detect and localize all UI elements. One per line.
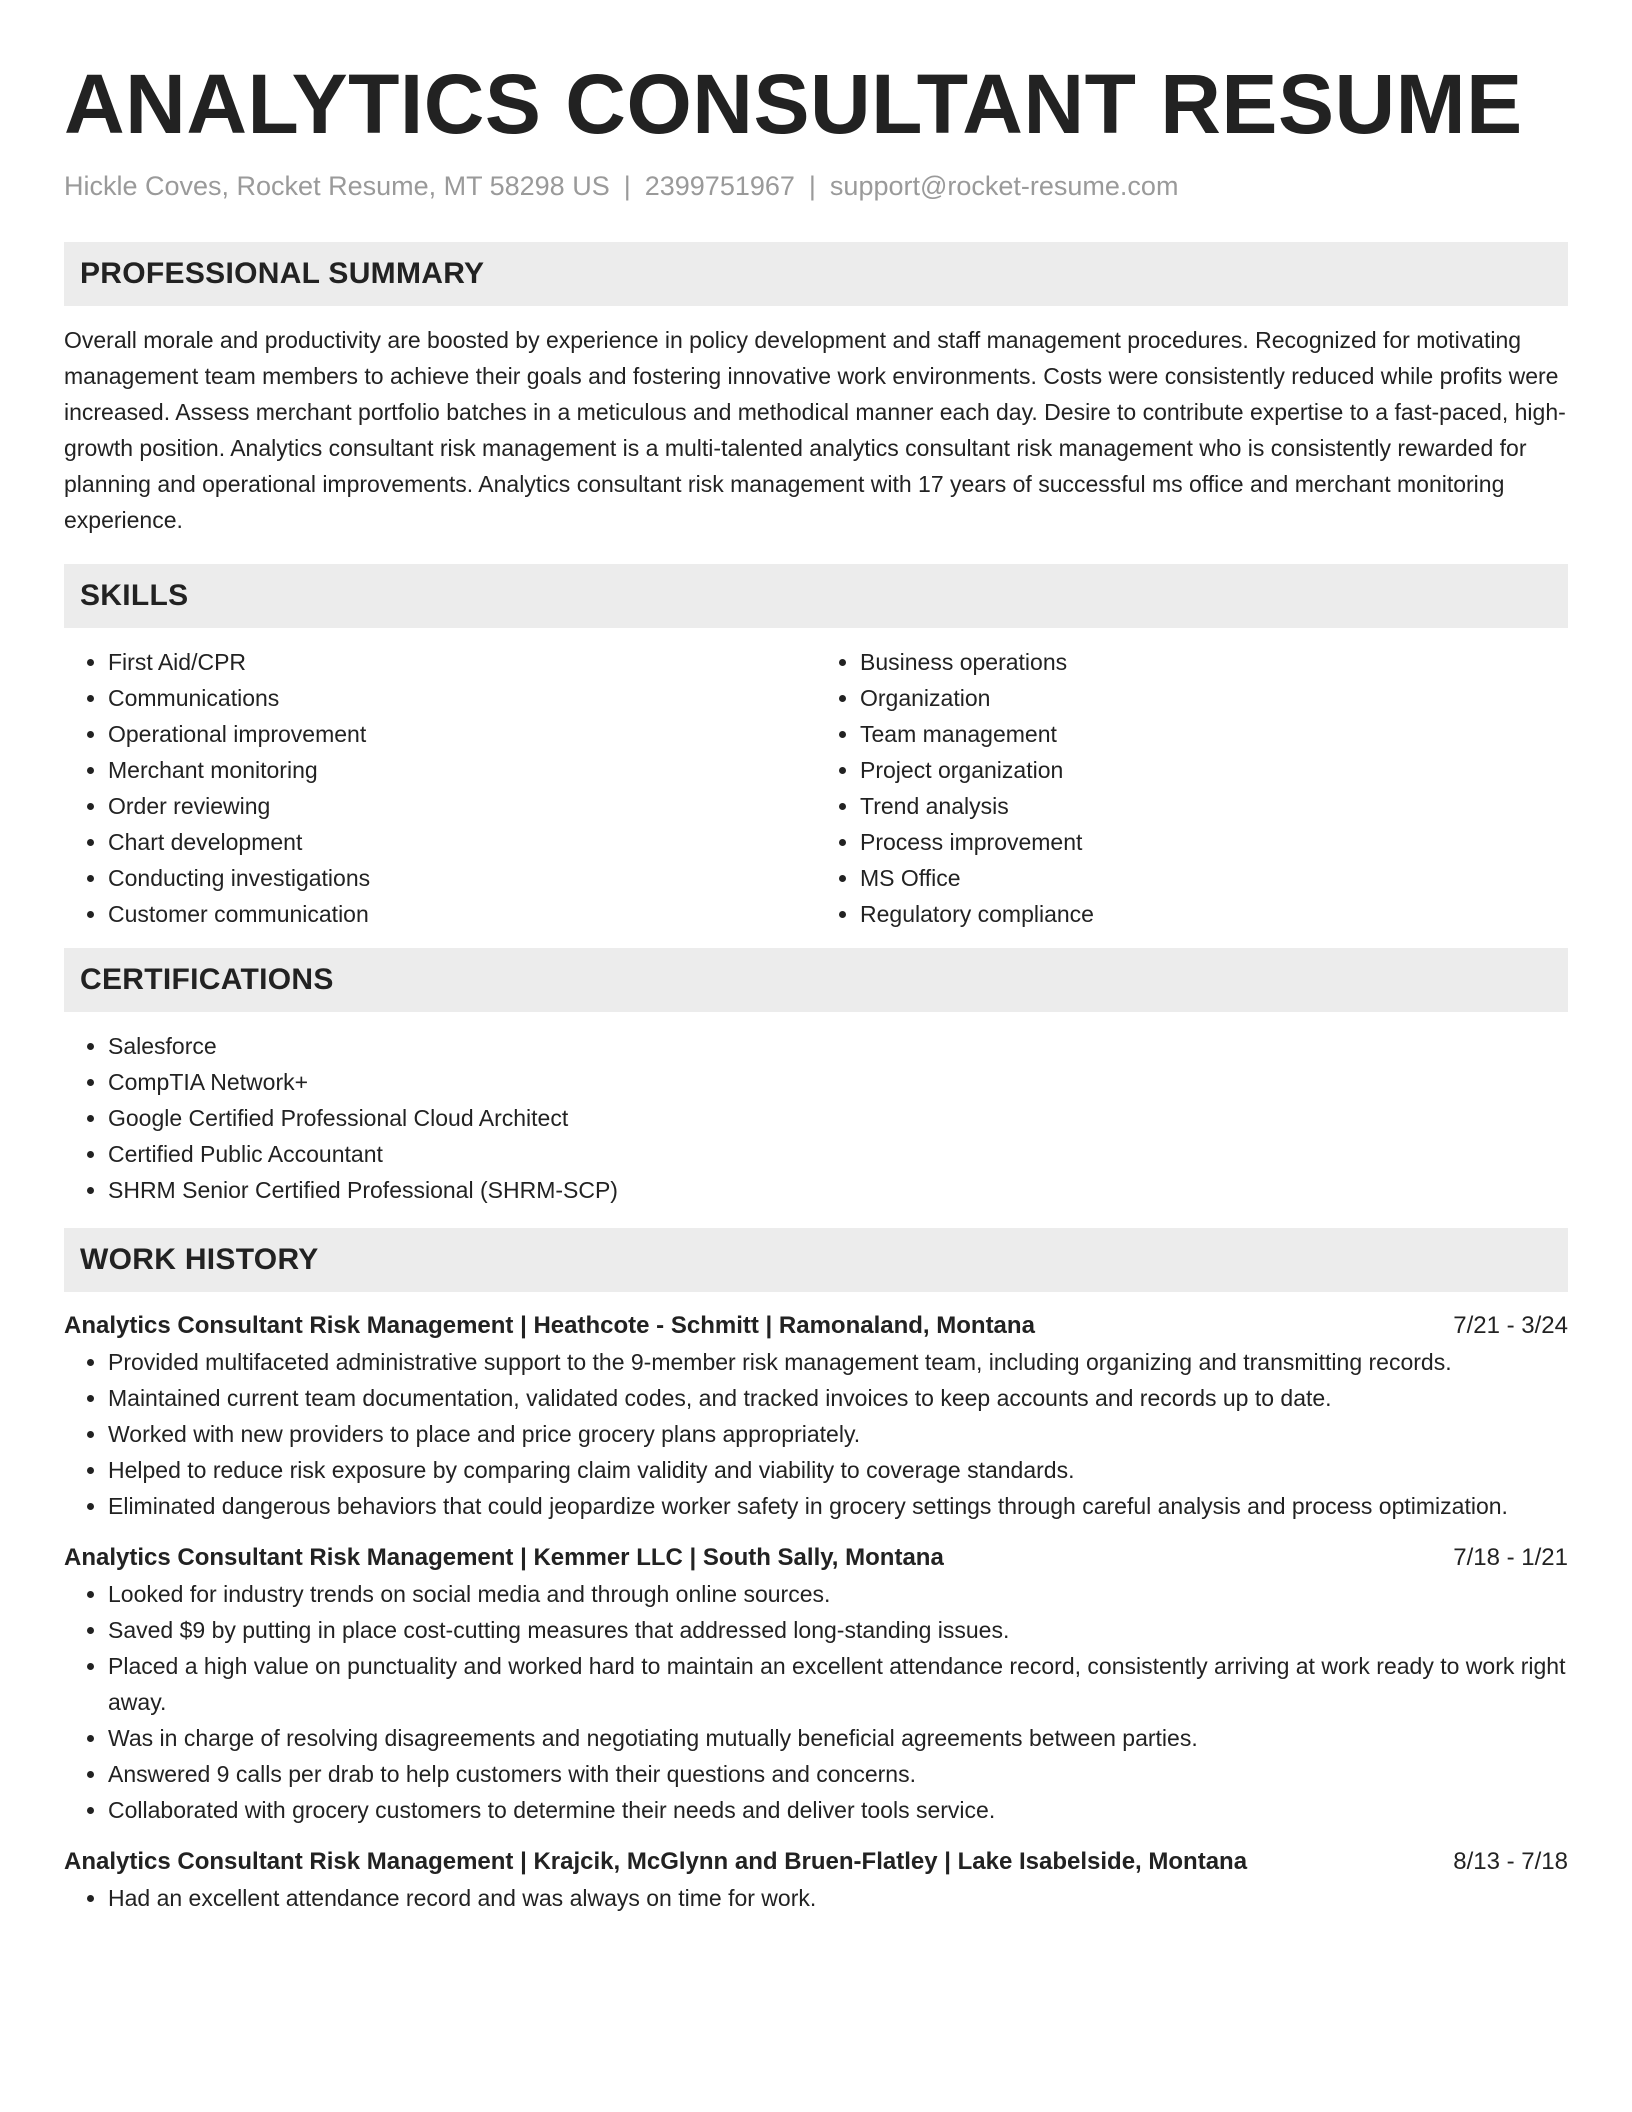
summary-text: Overall morale and productivity are boosted by experience in policy development and staff management procedures. Recognized for motivating management team members to achieve their goals and fostering innovative work environments. Costs were consistently reduced while profits were increased. Assess merchant portfolio batches in a meticulous and methodical manner each day. Desire to contribute expertise to a fast-paced, high-growth position. Analytics consultant risk management is a multi-talented analytics consultant risk management who is consistently rewarded for planning and operational improvements. Analytics consultant risk management with 17 years of successful ms office and merchant monitoring experience. <box>64 327 1566 533</box>
job-bullet: • Answered 9 calls per drab to help customers with their questions and concerns. <box>108 1756 1568 1792</box>
contact-separator: | <box>808 171 816 201</box>
certification-item: • Certified Public Accountant <box>108 1136 1568 1172</box>
job-header <box>64 1308 1568 1344</box>
job-bullet: • Helped to reduce risk exposure by comparing claim validity and viability to coverage standards. <box>108 1452 1568 1488</box>
job-entry <box>64 1540 1568 1828</box>
skill-item: • Communications <box>108 680 816 716</box>
skill-item: • Process improvement <box>860 824 1568 860</box>
contact-phone: 2399751967 <box>644 171 795 201</box>
skill-item: • Project organization <box>860 752 1568 788</box>
job-bullet: • Provided multifaceted administrative support to the 9-member risk management team, including organizing and transmitting records. <box>108 1344 1568 1380</box>
job-bullets <box>64 1880 1568 1916</box>
job-bullet: • Had an excellent attendance record and was always on time for work. <box>108 1880 1568 1916</box>
job-bullet: • Placed a high value on punctuality and worked hard to maintain an excellent attendance record, consistently arriving at work ready to work right away. <box>108 1648 1568 1720</box>
job-bullet: • Was in charge of resolving disagreements and negotiating mutually beneficial agreements between parties. <box>108 1720 1568 1756</box>
summary-heading: PROFESSIONAL SUMMARY <box>64 242 1568 306</box>
job-bullets <box>64 1576 1568 1828</box>
job-dates: 7/21 - 3/24 <box>1453 1312 1568 1339</box>
contact-address: Hickle Coves, Rocket Resume, MT 58298 US <box>64 171 610 201</box>
job-entry <box>64 1844 1568 1916</box>
certification-item: • CompTIA Network+ <box>108 1064 1568 1100</box>
job-header <box>64 1844 1568 1880</box>
skill-item: • Organization <box>860 680 1568 716</box>
job-title: Analytics Consultant Risk Management | Heathcote - Schmitt | Ramonaland, Montana <box>64 1312 1035 1339</box>
job-title: Analytics Consultant Risk Management | Krajcik, McGlynn and Bruen-Flatley | Lake Isabelside, Montana <box>64 1848 1248 1875</box>
contact-separator: | <box>623 171 631 201</box>
job-bullet: • Collaborated with grocery customers to determine their needs and deliver tools service. <box>108 1792 1568 1828</box>
job-bullet: • Worked with new providers to place and price grocery plans appropriately. <box>108 1416 1568 1452</box>
skills-heading: SKILLS <box>64 564 1568 628</box>
skill-item: • Operational improvement <box>108 716 816 752</box>
skills-list <box>64 644 1568 932</box>
job-bullet: • Saved $9 by putting in place cost-cutting measures that addressed long-standing issues. <box>108 1612 1568 1648</box>
skill-item: • Team management <box>860 716 1568 752</box>
certifications-list <box>64 1028 1568 1208</box>
resume-title: ANALYTICS CONSULTANT RESUME <box>64 57 1523 151</box>
skill-item: • Trend analysis <box>860 788 1568 824</box>
contact-line <box>64 168 1568 204</box>
certification-item: • Google Certified Professional Cloud Architect <box>108 1100 1568 1136</box>
skills-left-column <box>64 644 816 932</box>
skill-item: • Conducting investigations <box>108 860 816 896</box>
job-title: Analytics Consultant Risk Management | Kemmer LLC | South Sally, Montana <box>64 1544 944 1571</box>
job-header <box>64 1540 1568 1576</box>
skill-item: • Chart development <box>108 824 816 860</box>
resume-page <box>64 0 1568 1916</box>
skill-item: • Order reviewing <box>108 788 816 824</box>
job-bullet: • Maintained current team documentation, validated codes, and tracked invoices to keep accounts and records up to date. <box>108 1380 1568 1416</box>
job-bullet: • Looked for industry trends on social media and through online sources. <box>108 1576 1568 1612</box>
job-entry <box>64 1308 1568 1524</box>
job-bullets <box>64 1344 1568 1524</box>
certification-item: • SHRM Senior Certified Professional (SHRM-SCP) <box>108 1172 1568 1208</box>
skill-item: • Merchant monitoring <box>108 752 816 788</box>
certification-item: • Salesforce <box>108 1028 1568 1064</box>
work-history-heading: WORK HISTORY <box>64 1228 1568 1292</box>
skills-right-column <box>816 644 1568 932</box>
skill-item: • Business operations <box>860 644 1568 680</box>
job-dates: 8/13 - 7/18 <box>1453 1848 1568 1875</box>
skill-item: • MS Office <box>860 860 1568 896</box>
skill-item: • First Aid/CPR <box>108 644 816 680</box>
job-dates: 7/18 - 1/21 <box>1453 1544 1568 1571</box>
contact-email: support@rocket-resume.com <box>829 171 1179 201</box>
job-bullet: • Eliminated dangerous behaviors that could jeopardize worker safety in grocery settings through careful analysis and process optimization. <box>108 1488 1568 1524</box>
skill-item: • Regulatory compliance <box>860 896 1568 932</box>
skill-item: • Customer communication <box>108 896 816 932</box>
certifications-heading: CERTIFICATIONS <box>64 948 1568 1012</box>
